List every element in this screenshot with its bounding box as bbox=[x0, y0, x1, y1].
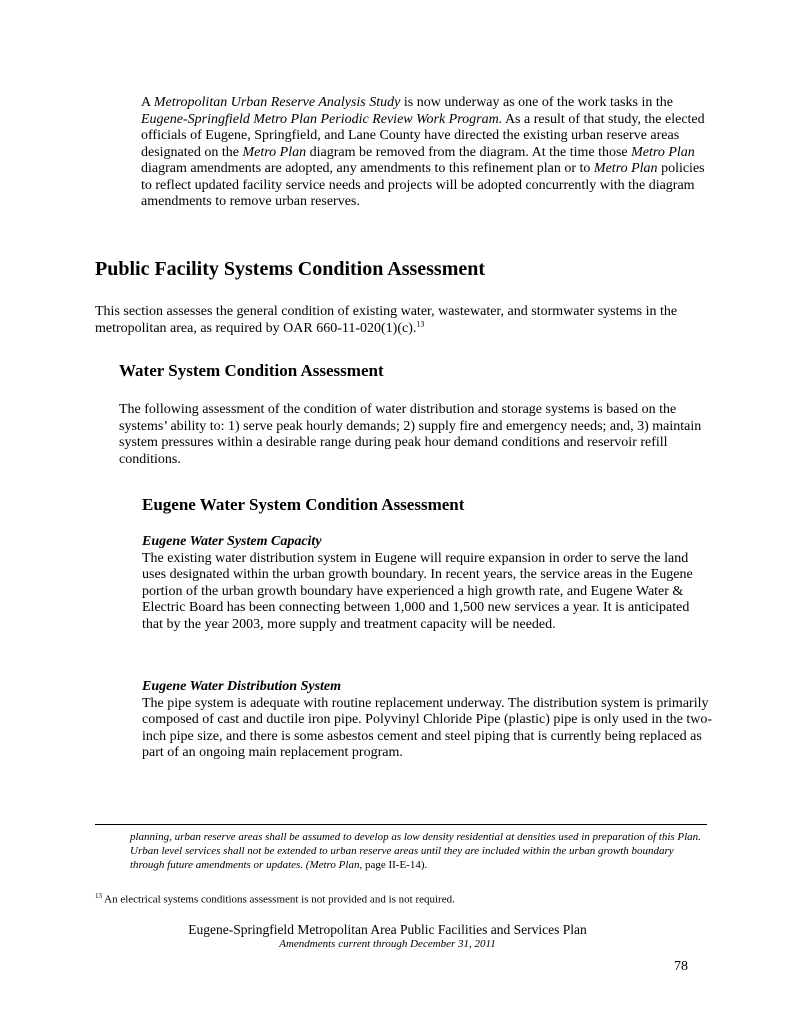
water-paragraph: The following assessment of the condition of water distribution and storage systems is based on the systems’ ability to: 1) serve peak hourly demands; 2) supply fire and emergency needs; and, 3) maintain system pressures within a desirable range during peak hour demand conditions and reservoir refill conditions. bbox=[119, 402, 702, 467]
footer-title: Eugene-Springfield Metropolitan Area Public Facilities and Services Plan bbox=[188, 922, 587, 937]
footnote-continuation: planning, urban reserve areas shall be assumed to develop as low density residential at densities used in preparation of this Plan. Urban level services shall not be extended to urban reserve areas until they are included within the urban growth boundary through future amendments or updates. (Metro Plan, page II-E-14). bbox=[130, 831, 701, 871]
section-paragraph: This section assesses the general condition of existing water, wastewater, and stormwater systems in the metropolitan area, as required by OAR 660-11-020(1)(c).$^{13}$ bbox=[95, 304, 678, 336]
footnote-13-number: 13 bbox=[95, 892, 102, 900]
eugene-water-heading: Eugene Water System Condition Assessment bbox=[142, 495, 465, 514]
footnote-ref-13[interactable]: 13 bbox=[416, 318, 425, 328]
capacity-heading: Eugene Water System Capacity bbox=[142, 534, 322, 549]
intro-paragraph: A Metropolitan Urban Reserve Analysis Study is now underway as one of the work tasks in the Eugene-Springfield Metro Plan Periodic Review Work Program. As a result of that study, the elected officials of Eugene, Springfield, and Lane County have directed the existing urban reserve areas designated on the Metro Plan diagram be removed from the diagram. At the time those Metro Plan diagram amendments are adopted, any amendments to this refinement plan or to Metro Plan policies to reflect updated facility service needs and projects will be adopted concurrently with the diagram amendments to remove urban reserves. bbox=[141, 95, 705, 209]
footnote-divider bbox=[95, 824, 707, 825]
capacity-paragraph: The existing water distribution system in Eugene will require expansion in order to serve the land uses designated within the urban growth boundary. In recent years, the service areas in the Eugene portion of the urban growth boundary have experienced a high growth rate, and Eugene Water & Electric Board has been connecting between 1,000 and 1,500 new services a year. It is anticipated that by the year 2003, more supply and treatment capacity will be needed. bbox=[142, 550, 693, 632]
page-number: 78 bbox=[674, 959, 688, 974]
section-heading: Public Facility Systems Condition Assessment bbox=[95, 258, 486, 280]
distribution-block bbox=[142, 679, 712, 762]
capacity-block bbox=[142, 534, 710, 633]
distribution-paragraph: The pipe system is adequate with routine replacement underway. The distribution system is primarily composed of cast and ductile iron pipe. Polyvinyl Chloride Pipe (plastic) pipe is only used in the two-inch pipe size, and there is some asbestos cement and steel piping that is currently being replaced as part of an ongoing main replacement program. bbox=[142, 695, 713, 760]
footnote-13: $^{13}$ An electrical systems conditions assessment is not provided and is not required. bbox=[95, 892, 455, 906]
distribution-heading: Eugene Water Distribution System bbox=[142, 679, 342, 694]
page-footer bbox=[0, 922, 775, 951]
footer-subtitle: Amendments current through December 31, 2011 bbox=[279, 938, 496, 950]
water-heading: Water System Condition Assessment bbox=[119, 361, 384, 380]
